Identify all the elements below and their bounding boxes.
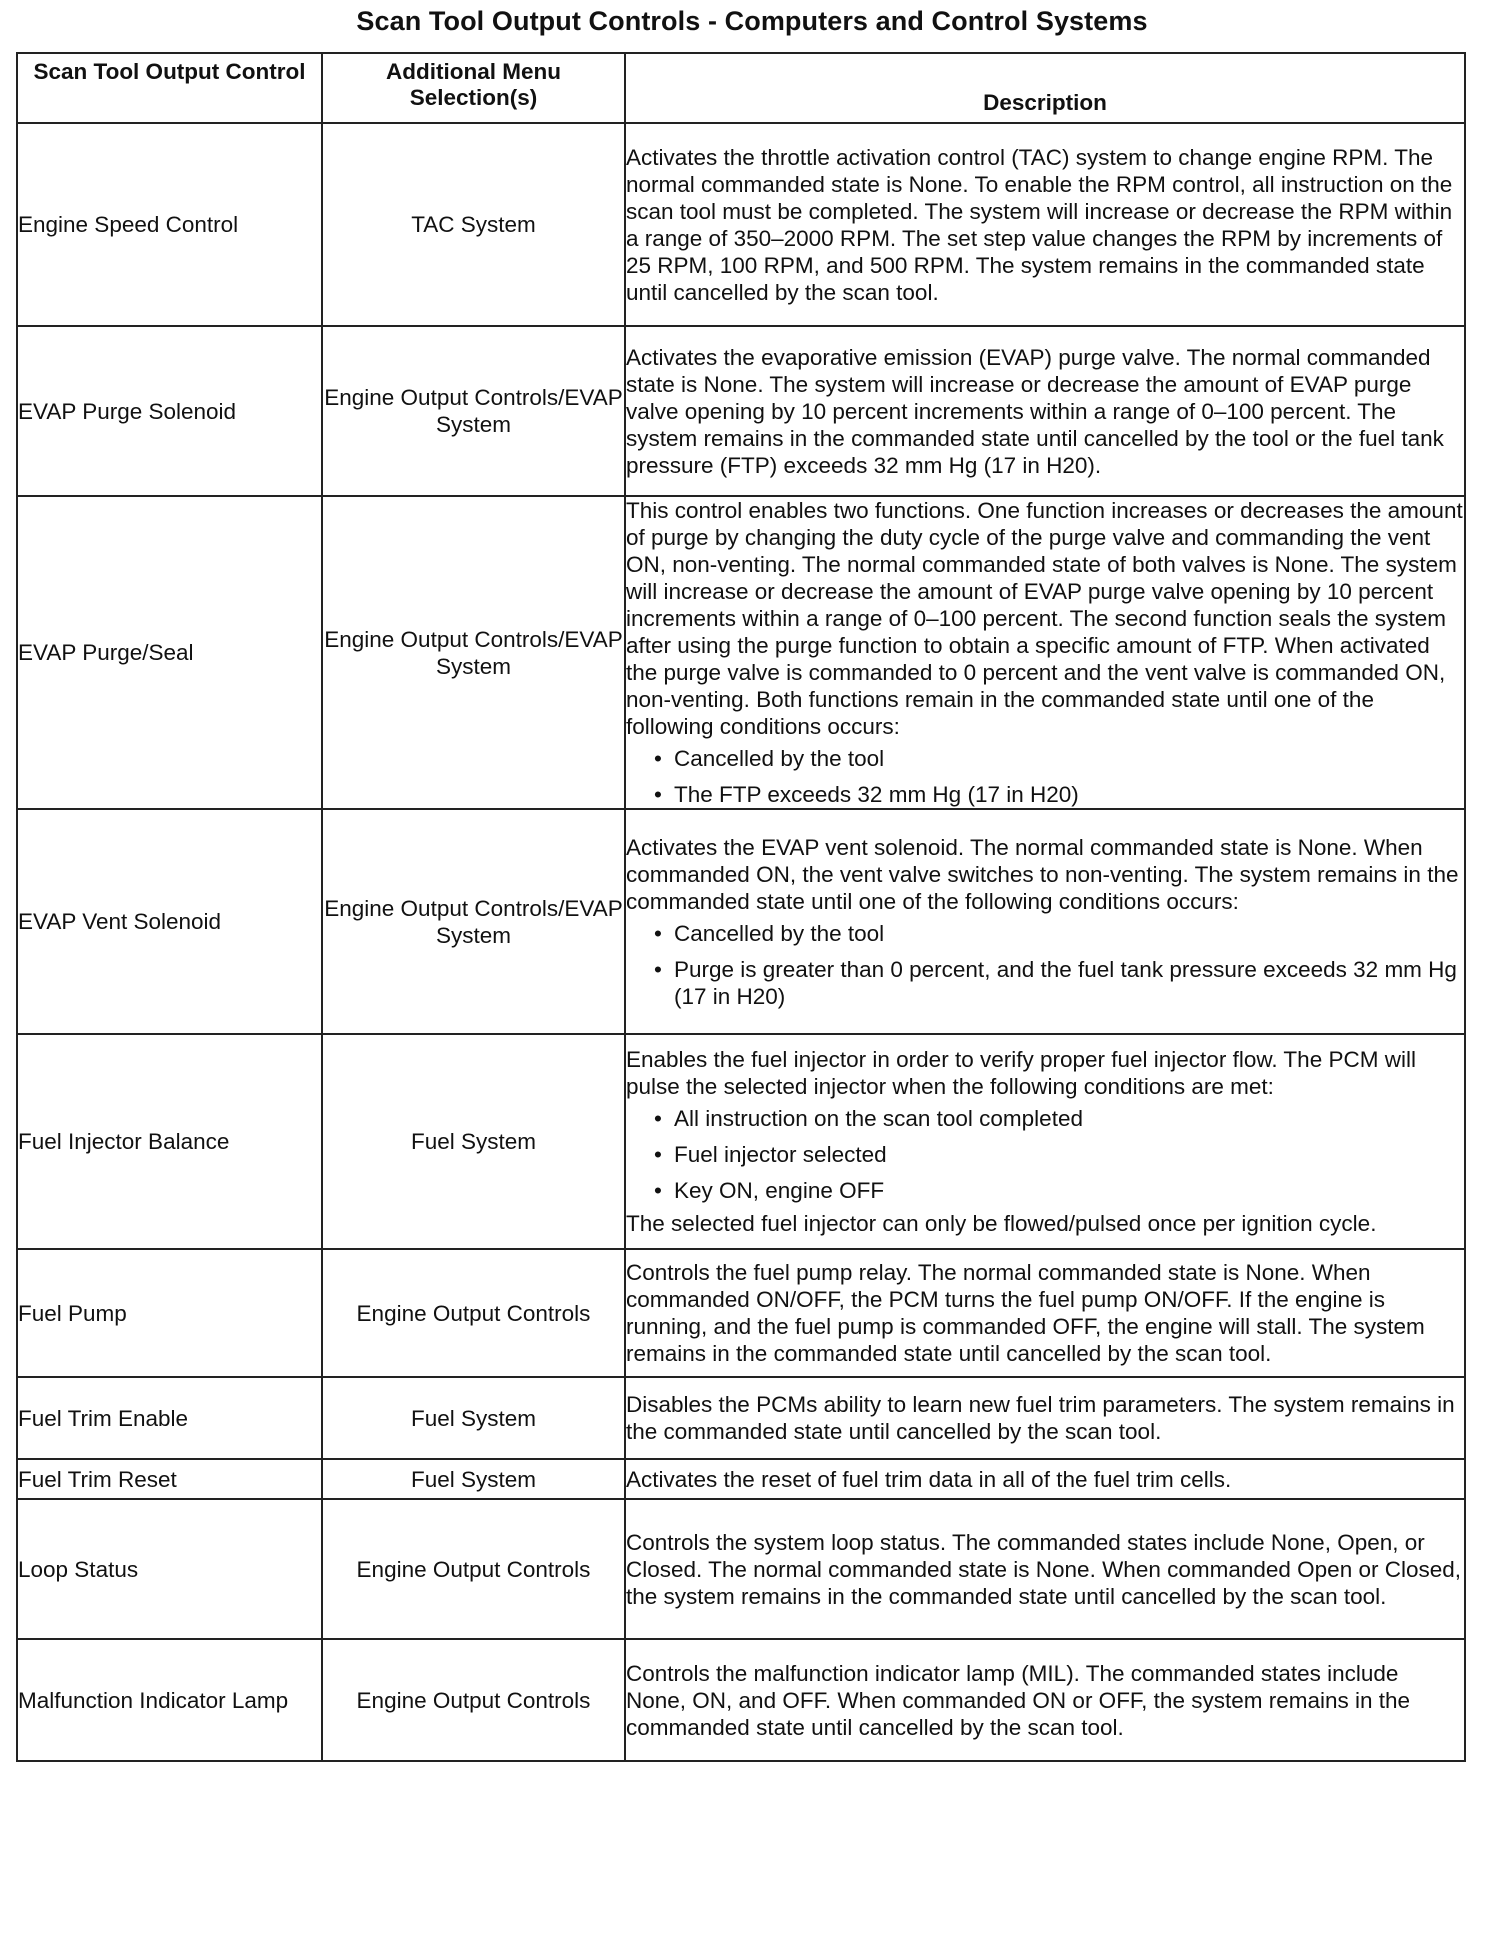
description-cell bbox=[625, 496, 1465, 809]
bullet-icon: • bbox=[654, 956, 662, 982]
page-title: Scan Tool Output Controls - Computers and Control Systems bbox=[356, 6, 1148, 36]
description-cell bbox=[625, 1034, 1465, 1249]
header-row bbox=[17, 53, 1465, 123]
bullet-icon: • bbox=[654, 746, 662, 771]
output-control-cell: Malfunction Indicator Lamp bbox=[17, 1639, 322, 1761]
table-row bbox=[17, 496, 1465, 809]
bullet-icon: • bbox=[654, 1106, 662, 1131]
list-item-text: Purge is greater than 0 percent, and the fuel tank pressure exceeds 32 mm Hg (17 in H20) bbox=[674, 956, 1457, 1009]
table-row bbox=[17, 1639, 1465, 1761]
description-cell bbox=[625, 326, 1465, 496]
description-text: Controls the system loop status. The commanded states include None, Open, or Closed. The normal commanded state is None. When commanded Open or Closed, the system remains in the commanded state until cancelled by the scan tool. bbox=[626, 1529, 1462, 1609]
description-cell bbox=[625, 1639, 1465, 1761]
list-item-text: All instruction on the scan tool completed bbox=[674, 1106, 1083, 1131]
menu-selection-cell: Engine Output Controls bbox=[322, 1499, 625, 1639]
table-row bbox=[17, 1459, 1465, 1499]
description-text: Controls the malfunction indicator lamp (MIL). The commanded states include None, ON, and OFF. When commanded ON or OFF, the system remains in the commanded state until cancelled by the scan tool. bbox=[626, 1660, 1411, 1740]
menu-selection-cell: Engine Output Controls/EVAP System bbox=[322, 326, 625, 496]
bullet-icon: • bbox=[654, 782, 662, 807]
bullet-icon: • bbox=[654, 1142, 662, 1167]
description-cell bbox=[625, 1459, 1465, 1499]
description-cell bbox=[625, 1499, 1465, 1639]
output-control-cell: EVAP Purge/Seal bbox=[17, 496, 322, 809]
header-description: Description bbox=[625, 53, 1465, 123]
output-control-cell: Fuel Pump bbox=[17, 1249, 322, 1377]
menu-selection-cell: Fuel System bbox=[322, 1377, 625, 1459]
condition-list bbox=[626, 745, 1464, 808]
menu-selection-cell: Engine Output Controls bbox=[322, 1249, 625, 1377]
output-control-cell: Engine Speed Control bbox=[17, 123, 322, 326]
description-cell bbox=[625, 1249, 1465, 1377]
list-item bbox=[654, 781, 1464, 808]
list-item-text: Cancelled by the tool bbox=[674, 746, 885, 771]
description-text: Enables the fuel injector in order to verify proper fuel injector flow. The PCM will pulse the selected injector when the following conditions are met: bbox=[626, 1047, 1416, 1099]
table-body bbox=[17, 123, 1465, 1761]
table-row bbox=[17, 326, 1465, 496]
table-row bbox=[17, 1249, 1465, 1377]
menu-selection-cell: Fuel System bbox=[322, 1459, 625, 1499]
header-additional-menu-selections: Additional Menu Selection(s) bbox=[322, 53, 625, 123]
output-control-cell: Fuel Injector Balance bbox=[17, 1034, 322, 1249]
menu-selection-cell: Engine Output Controls bbox=[322, 1639, 625, 1761]
list-item-text: Cancelled by the tool bbox=[674, 920, 885, 946]
header-scan-tool-output-control: Scan Tool Output Control bbox=[17, 53, 322, 123]
output-control-cell: EVAP Vent Solenoid bbox=[17, 809, 322, 1034]
list-item-text: The FTP exceeds 32 mm Hg (17 in H20) bbox=[674, 782, 1079, 807]
list-item bbox=[654, 1141, 1464, 1168]
table-row bbox=[17, 809, 1465, 1034]
table-row bbox=[17, 1034, 1465, 1249]
list-item bbox=[654, 1177, 1464, 1204]
list-item bbox=[654, 745, 1464, 772]
list-item bbox=[654, 920, 1464, 947]
output-control-cell: Fuel Trim Enable bbox=[17, 1377, 322, 1459]
condition-list bbox=[626, 1105, 1464, 1204]
output-controls-table bbox=[16, 52, 1466, 1762]
description-text: Activates the evaporative emission (EVAP) purge valve. The normal commanded state is None. The system will increase or decrease the amount of EVAP purge valve opening by 10 percent increments within a range of 0–100 percent. The system remains in the commanded state until cancelled by the tool or the fuel tank pressure (FTP) exceeds 32 mm Hg (17 in H20). bbox=[626, 344, 1444, 478]
list-item-text: Key ON, engine OFF bbox=[674, 1178, 885, 1203]
description-text: This control enables two functions. One function increases or decreases the amount of purge by changing the duty cycle of the purge valve and commanding the vent ON, non-venting. The normal commanded state of both valves is None. The system will increase or decrease the amount of EVAP purge valve opening by 10 percent increments within a range of 0–100 percent. The second function seals the system after using the purge function to obtain a specific amount of FTP. When activated the purge valve is commanded to 0 percent and the vent valve is commanded ON, non-venting. Both functions remain in the commanded state until one of the following conditions occurs: bbox=[626, 498, 1463, 739]
description-text: Activates the EVAP vent solenoid. The normal commanded state is None. When commanded ON, the vent valve switches to non-venting. The system remains in the commanded state until one of the following conditions occurs: bbox=[626, 834, 1459, 914]
menu-selection-cell: Engine Output Controls/EVAP System bbox=[322, 496, 625, 809]
description-text: Disables the PCMs ability to learn new fuel trim parameters. The system remains in the commanded state until cancelled by the scan tool. bbox=[626, 1392, 1455, 1444]
description-text: Activates the throttle activation control (TAC) system to change engine RPM. The normal commanded state is None. To enable the RPM control, all instruction on the scan tool must be completed. The system will increase or decrease the RPM within a range of 350–2000 RPM. The set step value changes the RPM by increments of 25 RPM, 100 RPM, and 500 RPM. The system remains in the commanded state until cancelled by the scan tool. bbox=[626, 144, 1453, 305]
output-control-cell: Loop Status bbox=[17, 1499, 322, 1639]
list-item bbox=[654, 956, 1464, 1010]
menu-selection-cell: Engine Output Controls/EVAP System bbox=[322, 809, 625, 1034]
description-cell bbox=[625, 123, 1465, 326]
list-item bbox=[654, 1105, 1464, 1132]
output-control-cell: EVAP Purge Solenoid bbox=[17, 326, 322, 496]
description-text: Controls the fuel pump relay. The normal commanded state is None. When commanded ON/OFF, the PCM turns the fuel pump ON/OFF. If the engine is running, and the fuel pump is commanded OFF, the engine will stall. The system remains in the commanded state until cancelled by the scan tool. bbox=[626, 1260, 1425, 1366]
output-control-cell: Fuel Trim Reset bbox=[17, 1459, 322, 1499]
bullet-icon: • bbox=[654, 920, 662, 946]
menu-selection-cell: Fuel System bbox=[322, 1034, 625, 1249]
menu-selection-cell: TAC System bbox=[322, 123, 625, 326]
bullet-icon: • bbox=[654, 1178, 662, 1203]
condition-list bbox=[626, 920, 1464, 1010]
list-item-text: Fuel injector selected bbox=[674, 1142, 887, 1167]
table-row bbox=[17, 1499, 1465, 1639]
description-cell bbox=[625, 809, 1465, 1034]
description-note: The selected fuel injector can only be flowed/pulsed once per ignition cycle. bbox=[626, 1211, 1377, 1236]
description-cell bbox=[625, 1377, 1465, 1459]
description-text: Activates the reset of fuel trim data in all of the fuel trim cells. bbox=[626, 1466, 1232, 1492]
table-row bbox=[17, 1377, 1465, 1459]
table-row bbox=[17, 123, 1465, 326]
